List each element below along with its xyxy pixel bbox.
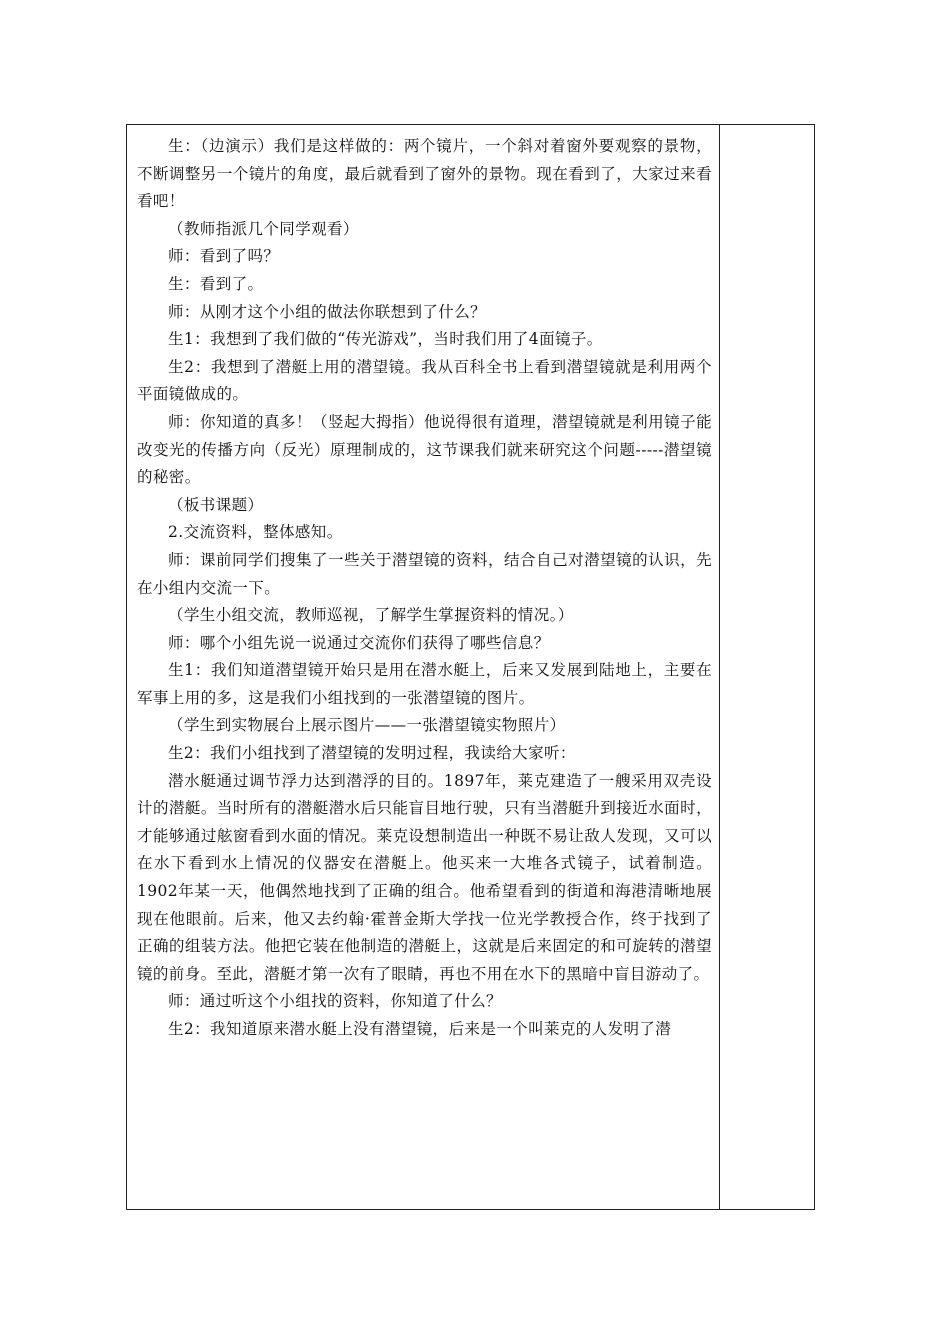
paragraph: 生1：我们知道潜望镜开始只是用在潜水艇上，后来又发展到陆地上，主要在军事上用的多，这是我们小组找到的一张潜望镜的图片。 xyxy=(137,661,712,707)
paragraph: 生1：我想到了我们做的“传光游戏”，当时我们用了4面镜子。 xyxy=(168,330,603,349)
paragraph: 2.交流资料，整体感知。 xyxy=(168,523,343,542)
notes-cell xyxy=(720,125,814,1209)
paragraph: 师：哪个小组先说一说通过交流你们获得了哪些信息？ xyxy=(168,633,550,652)
paragraph: 师：从刚才这个小组的做法你联想到了什么？ xyxy=(168,302,487,321)
lesson-table xyxy=(126,124,815,1210)
paragraph: 生2：我知道原来潜水艇上没有潜望镜，后来是一个叫莱克的人发明了潜 xyxy=(168,1020,672,1038)
paragraph: （学生小组交流，教师巡视，了解学生掌握资料的情况。） xyxy=(168,606,574,625)
paragraph: 生：（边演示）我们是这样做的：两个镜片，一个斜对着窗外要观察的景物，不断调整另一个镜片的角度，最后就看到了窗外的景物。现在看到了，大家过来看看吧！ xyxy=(137,137,712,211)
lesson-content-cell xyxy=(127,125,720,1209)
paragraph: （教师指派几个同学观看） xyxy=(168,219,359,238)
paragraph: 师：课前同学们搜集了一些关于潜望镜的资料，结合自己对潜望镜的认识，先在小组内交流一下。 xyxy=(137,550,712,597)
paragraph: （学生到实物展台上展示图片——一张潜望镜实物照片） xyxy=(168,716,566,735)
paragraph: 师：看到了吗？ xyxy=(168,247,280,266)
paragraph: 潜水艇通过调节浮力达到潜浮的目的。1897年，莱克建造了一艘采用双壳设计的潜艇。当时所有的潜艇潜水后只能盲目地行驶，只有当潜艇升到接近水面时，才能够通过舷窗看到水面的情况。莱克设想制造出一种既不易让敌人发现，又可以在水下看到水上情况的仪器安在潜艇上。他买来一大堆各式镜子，试着制造。1902年某一天，他偶然地找到了正确的组合。他希望看到的街道和海港清晰地展现在他眼前。后来，他又去约翰·霍普金斯大学找一位光学教授合作，终于找到了正确的组装方法。他把它装在他制造的潜艇上，这就是后来固定的和可旋转的潜望镜的前身。至此，潜艇才第一次有了眼睛，再也不用在水下的黑暗中盲目游动了。 xyxy=(137,771,712,983)
paragraph: （板书课题） xyxy=(168,495,264,514)
paragraph: 生2：我想到了潜艇上用的潜望镜。我从百科全书上看到潜望镜就是利用两个平面镜做成的。 xyxy=(137,357,712,404)
paragraph: 师：你知道的真多！（竖起大拇指）他说得很有道理，潜望镜就是利用镜子能改变光的传播方向（反光）原理制成的，这节课我们就来研究这个问题-----潜望镜的秘密。 xyxy=(137,412,712,487)
paragraph: 生2：我们小组找到了潜望镜的发明过程，我读给大家听： xyxy=(168,744,576,763)
paragraph: 生：看到了。 xyxy=(168,274,264,293)
paragraph: 师：通过听这个小组找的资料，你知道了什么？ xyxy=(168,992,502,1011)
